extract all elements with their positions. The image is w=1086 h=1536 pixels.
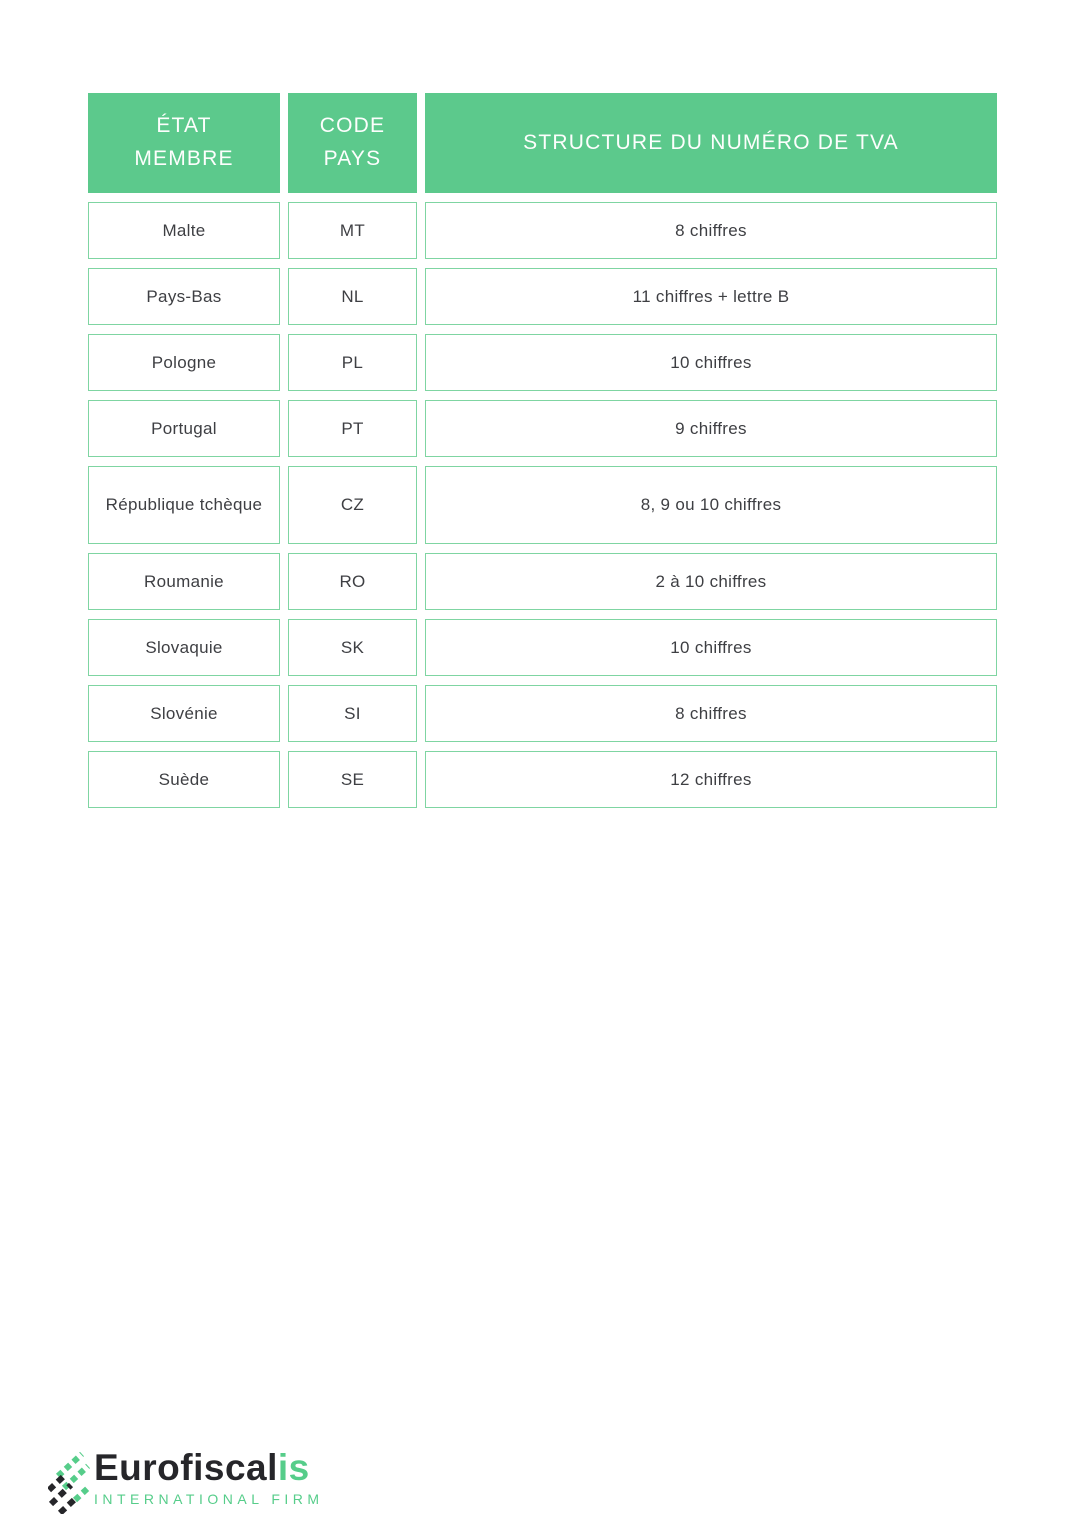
brand-name-main: Eurofiscal: [94, 1447, 278, 1488]
cell-code: CZ: [288, 466, 417, 544]
cell-structure: 10 chiffres: [425, 334, 997, 391]
cell-state: Pologne: [88, 334, 280, 391]
cell-code: SK: [288, 619, 417, 676]
eurofiscalis-logo-icon: [48, 1452, 90, 1514]
cell-code: SI: [288, 685, 417, 742]
cell-structure: 8, 9 ou 10 chiffres: [425, 466, 997, 544]
cell-code: NL: [288, 268, 417, 325]
brand-name-suffix: is: [277, 1447, 310, 1488]
brand-name: [94, 1448, 324, 1489]
cell-structure: 11 chiffres + lettre B: [425, 268, 997, 325]
cell-code: PL: [288, 334, 417, 391]
cell-structure: 8 chiffres: [425, 202, 997, 259]
eurofiscalis-logo: [48, 1448, 324, 1514]
cell-code: RO: [288, 553, 417, 610]
column-header-etat-membre: ÉTAT MEMBRE: [88, 93, 280, 193]
cell-structure: 10 chiffres: [425, 619, 997, 676]
cell-state: Slovénie: [88, 685, 280, 742]
eurofiscalis-logo-text: [94, 1448, 324, 1507]
cell-code: PT: [288, 400, 417, 457]
cell-state: Pays-Bas: [88, 268, 280, 325]
cell-code: MT: [288, 202, 417, 259]
column-header-structure-tva: STRUCTURE DU NUMÉRO DE TVA: [425, 93, 997, 193]
cell-state: Suède: [88, 751, 280, 808]
vat-structure-table: [88, 93, 997, 808]
cell-state: Malte: [88, 202, 280, 259]
column-header-code-pays: CODE PAYS: [288, 93, 417, 193]
cell-code: SE: [288, 751, 417, 808]
cell-structure: 8 chiffres: [425, 685, 997, 742]
cell-state: Roumanie: [88, 553, 280, 610]
brand-tagline: INTERNATIONAL FIRM: [94, 1490, 324, 1507]
cell-structure: 12 chiffres: [425, 751, 997, 808]
cell-structure: 9 chiffres: [425, 400, 997, 457]
cell-structure: 2 à 10 chiffres: [425, 553, 997, 610]
cell-state: Portugal: [88, 400, 280, 457]
cell-state: Slovaquie: [88, 619, 280, 676]
cell-state: République tchèque: [88, 466, 280, 544]
